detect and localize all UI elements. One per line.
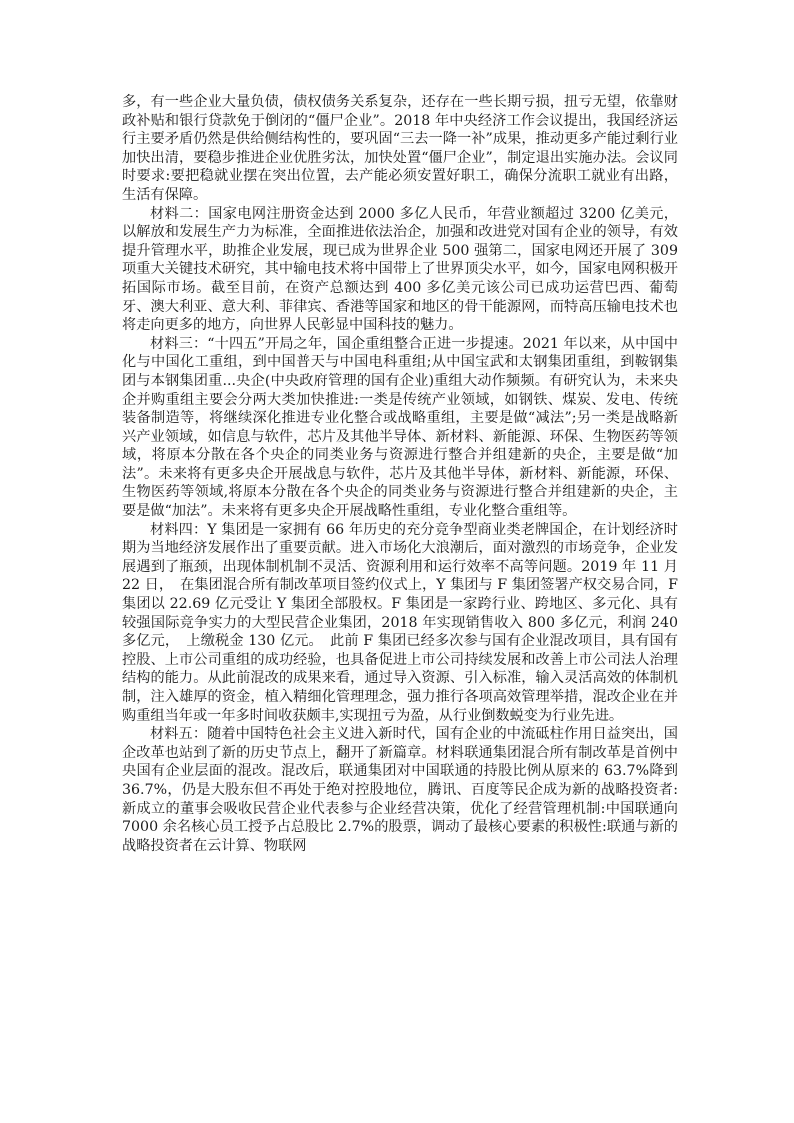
paragraph-material-4: 材料四：Y 集团是一家拥有 66 年历史的充分竞争型商业类老牌国企，在计划经济时期为当地经济发展作出了重要贡献。进入市场化大浪潮后，面对激烈的市场竞争，企业发展遇到了瓶颈，出现体制机制不灵活、资源利用和运行效率不高等问题。2019 年 11 月 22 日， 在集团混合所有制改革项目签约仪式上，Y 集团与 F 集团签署产权交易合同，F 集团以 22.69 亿元受让 Y 集团全部股权。F 集团是一家跨行业、跨地区、多元化、具有较强国际竞争实力的大型民营企业集团，2018 年实现销售收入 800 多亿元，利润 240 多亿元， 上缴税金 130 亿元。 此前 F 集团已经多次参与国有企业混改项目，具有国有控股、上市公司重组的成功经验，也具备促进上市公司持续发展和改善上市公司法人治理结构的能力。从此前混改的成果来看，通过导入资源、引入标准，输入灵活高效的体制机制，注入雄厚的资金，植入精细化管理理念，强力推行各项高效管理举措，混改企业在并购重组当年或一年多时间收获颇丰,实现扭亏为盈，从行业倒数蜕变为行业先进。 (122, 521, 678, 724)
paragraph-material-3: 材料三：“十四五”开局之年，国企重组整合正进一步提速。2021 年以来，从中国中化与中国化工重组，到中国普天与中国电科重组;从中国宝武和太钢集团重组，到鞍钢集团与本钢集团重...央企(中央政府管理的国有企业)重组大动作频频。有研究认为，未来央企并购重组主要会分两大类加快推进:一类是传统产业领域，如钢铁、煤炭、发电、传统装备制造等，将继续深化推进专业化整合或战略重组，主要是做“减法”;另一类是战略新兴产业领域，如信息与软件，芯片及其他半导体、新材料、新能源、环保、生物医药等领域，将原本分散在各个央企的同类业务与资源进行整合并组建新的央企，主要是做“加法”。未来将有更多央企开展战息与软件，芯片及其他半导体，新材料、新能源，环保、生物医药等领域,将原本分散在各个央企的同类业务与资源进行整合并组建新的央企，主要是做“加法”。未来将有更多央企开展战略性重组，专业化整合重组等。 (122, 335, 678, 520)
paragraph-material-2: 材料二：国家电网注册资金达到 2000 多亿人民币，年营业额超过 3200 亿美元，以解放和发展生产力为标准，全面推进依法治企，加强和改进党对国有企业的领导，有效提升管理水平，助推企业发展，现已成为世界企业 500 强第二，国家电网还开展了 309 项重大关键技术研究，其中输电技术将中国带上了世界顶尖水平，如今，国家电网积极开拓国际市场。截至目前，在资产总额达到 400 多亿美元该公司已成功运营巴西、葡萄牙、澳大利亚、意大利、菲律宾、香港等国家和地区的骨干能源网，而特高压输电技术也将走向更多的地方，向世界人民彰显中国科技的魅力。 (122, 205, 678, 334)
paragraph-continuation: 多，有一些企业大量负债，债权债务关系复杂，还存在一些长期亏损，扭亏无望，依靠财政补贴和银行贷款免于倒闭的“僵尸企业”。2018 年中央经济工作会议提出，我国经济运行主要矛盾仍然是供给侧结构性的，要巩固“三去一降一补”成果，推动更多产能过剩行业加快出清，要稳步推进企业优胜劣汰，加快处置“僵尸企业”，制定退出实施办法。会议同时要求:要把稳就业摆在突出位置，去产能必须安置好职工，确保分流职工就业有出路，生活有保障。 (122, 94, 678, 203)
paragraph-material-5: 材料五：随着中国特色社会主义进入新时代，国有企业的中流砥柱作用日益突出，国企改革也站到了新的历史节点上，翻开了新篇章。材料联通集团混合所有制改革是首例中央国有企业层面的混改。混改后，联通集团对中国联通的持股比例从原来的 63.7%降到 36.7%，仍是大股东但不再处于绝对控股地位，腾讯、百度等民企成为新的战略投资者:新成立的董事会吸收民营企业代表参与企业经营决策，优化了经营管理机制:中国联通向 7000 余名核心员工授予占总股比 2.7%的股票，调动了最核心要素的积极性:联通与新的战略投资者在云计算、物联网 (122, 726, 678, 854)
document-page (122, 93, 678, 855)
